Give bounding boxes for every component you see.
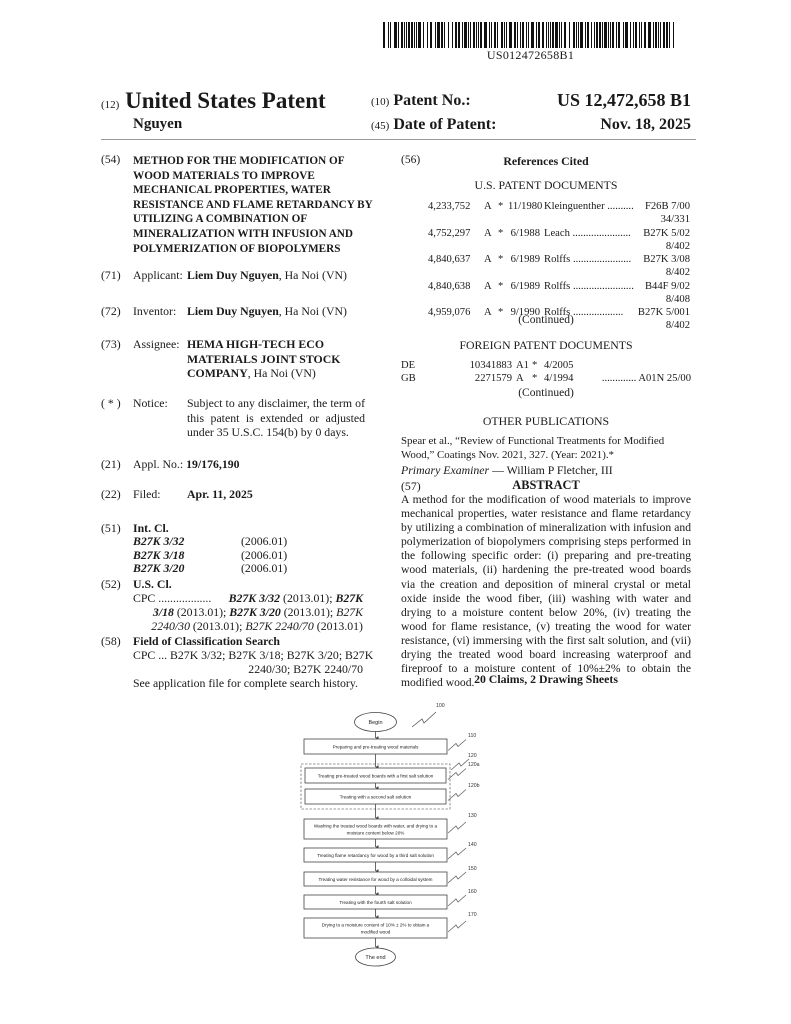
flow-step-label: Treating flame retardancy for wood by a third salt solution: [317, 852, 434, 858]
claims-summary: 20 Claims, 2 Drawing Sheets: [474, 672, 618, 686]
ref-date: 9/1990: [510, 307, 540, 318]
figure-ref-number: 140: [468, 842, 477, 848]
cpc-class: B27K 3/20: [229, 605, 281, 619]
int-cl-class: B27K 3/20: [133, 561, 185, 576]
ref-examiner-star: *: [498, 227, 504, 239]
ref-class-secondary: 8/402: [665, 240, 690, 252]
abstract-title: ABSTRACT: [512, 478, 580, 492]
us-patent-docs-title: U.S. PATENT DOCUMENTS: [474, 178, 618, 192]
figure-ref-leader: [448, 790, 466, 801]
patent-number-label: Patent No.:: [393, 92, 471, 109]
us-cl-label: U.S. Cl.: [133, 577, 172, 591]
figure-ref-number: 150: [468, 866, 477, 872]
assignee-name: HEMA HIGH-TECH ECO MATERIALS JOINT STOCK COMPANY: [187, 337, 341, 380]
flow-step-label: modified wood: [360, 929, 391, 935]
document-type: United States Patent: [125, 88, 326, 113]
other-publication: Spear et al., “Review of Functional Treatments for Modified Wood,” Coatings Nov. 2021, 327. (Year: 2021).*: [401, 435, 665, 461]
us-cl-code: (52): [101, 577, 121, 591]
ref-name: Rolffs .......................: [544, 280, 634, 292]
figure-ref-leader: [451, 759, 469, 770]
examiner-label: Primary Examiner: [401, 463, 490, 477]
us-docs-continued: (Continued): [518, 314, 574, 326]
figure-ref-leader: [448, 769, 466, 780]
int-cl-class: B27K 3/18: [133, 547, 185, 562]
ref-date: 6/1989: [510, 254, 540, 265]
figure-ref-number: 110: [468, 733, 477, 739]
ref-date: 6/1989: [510, 280, 540, 292]
flow-step-label: Treating with a second salt solution: [339, 794, 412, 800]
ref-name: Rolffs ......................: [544, 254, 632, 265]
ref-examiner-star: *: [498, 201, 504, 212]
cpc-class: B27K 2240/70: [245, 619, 314, 633]
filed-label: Filed:: [133, 487, 161, 501]
references-cited-title: References Cited: [503, 154, 589, 168]
ref-date: 4/2005: [544, 360, 574, 371]
cpc-version: (2013.01): [313, 619, 363, 633]
ref-kind: A1: [516, 360, 529, 371]
ref-number: 4,752,297: [428, 227, 471, 239]
ref-name: Leach ......................: [544, 227, 631, 239]
code-10: (10): [371, 96, 390, 108]
assignee-location: , Ha Noi (VN): [247, 366, 316, 380]
figure-ref-number: 100: [436, 703, 445, 709]
figure-ref-number: 120b: [468, 783, 480, 789]
ref-country: DE: [401, 360, 416, 371]
inventor-label: Inventor:: [133, 304, 177, 318]
cpc-prefix: CPC ..................: [133, 591, 212, 605]
field-search-line: CPC ... B27K 3/32; B27K 3/18; B27K 3/20; B27K: [133, 648, 374, 662]
cpc-class: B27K 3/18: [152, 591, 363, 619]
abstract-code: (57): [401, 479, 421, 493]
applicant-code: (71): [101, 268, 121, 282]
filed-date: Apr. 11, 2025: [187, 487, 253, 501]
filed-code: (22): [101, 487, 121, 501]
flow-step-label: Drying to a moisture content of 10% ± 2% to obtain a: [321, 922, 430, 928]
ref-class: B27K 5/02: [643, 227, 690, 239]
ref-examiner-star: *: [498, 307, 504, 318]
patent-number: US 12,472,658 B1: [556, 90, 691, 110]
code-12: (12): [101, 99, 120, 111]
ref-name: Kleinguenther ..........: [544, 201, 634, 212]
ref-kind: A: [484, 201, 492, 212]
figure-ref-number: 160: [468, 889, 477, 895]
flow-step-label: Treating water resistance for wood by a colloidal system: [318, 876, 433, 882]
ref-class-secondary: 34/331: [660, 214, 690, 225]
ref-examiner-star: *: [498, 280, 504, 292]
abstract-text: A method for the modification of wood materials to improve mechanical properties, water resistance and flame retardancy by utilizing a combination of mineralization with infusion and polymerization of biopolymers comprising steps performed in the following specific order: (i) preparing and pre-treating wood materials, (ii) hardening the pre-treated wood boards via the creation and deposition of mineral crystal or metal oxide inside the wood fiber, (iii) washing with water and drying to a moisture content below 20%, (iv) treating the wood for flame resistance, (v) treating the wood for water resistance, (vi) immersing with the first salt solution, and (vii) drying the treated wood board increasing waterproof and fireproof to a moisture content of 10%±2% to obtain the modified wood.: [401, 493, 691, 690]
ref-class: B44F 9/02: [644, 280, 690, 292]
inventor-location: , Ha Noi (VN): [278, 304, 347, 318]
assignee-code: (73): [101, 337, 121, 351]
figure-ref-leader: [448, 872, 466, 883]
ref-number: 4,959,076: [428, 307, 471, 318]
notice-label: Notice:: [133, 396, 168, 410]
appl-code: (21): [101, 457, 121, 471]
ref-class: B27K 3/08: [643, 254, 690, 265]
field-search-label: Field of Classification Search: [133, 634, 280, 648]
flow-step-label: Washing the treated wood boards with water, and drying to a: [313, 823, 438, 829]
patent-date: Nov. 18, 2025: [600, 116, 691, 133]
cpc-version: (2013.01);: [280, 605, 337, 619]
flow-step-box: [304, 918, 447, 938]
field-search-line: 2240/30; B27K 2240/70: [248, 662, 363, 676]
ref-kind: A: [484, 307, 492, 318]
ref-number: 2271579: [474, 372, 512, 384]
flow-step-label: Treating pre-treated wood boards with a first salt solution: [317, 773, 434, 779]
applicant-label: Applicant:: [133, 268, 183, 282]
figure-ref-leader: [448, 822, 466, 833]
ref-class-secondary: 8/402: [665, 320, 690, 331]
ref-examiner-star: *: [498, 254, 504, 265]
begin-label: Begin: [368, 720, 383, 726]
int-cl-code: (51): [101, 521, 121, 535]
end-label: The end: [365, 955, 386, 961]
int-cl-class: B27K 3/32: [133, 534, 185, 549]
inventor-code: (72): [101, 304, 121, 318]
figure-ref-leader: [448, 848, 466, 859]
ref-kind: A: [484, 280, 492, 292]
refs-code: (56): [401, 154, 421, 166]
figure-ref-leader: [448, 921, 466, 932]
figure-ref-number: 170: [468, 912, 477, 918]
title-code: (54): [101, 154, 121, 166]
ref-class: ............. A01N 25/00: [601, 372, 691, 384]
other-publications-title: OTHER PUBLICATIONS: [482, 414, 610, 428]
cpc-version: (2013.01);: [173, 605, 230, 619]
cpc-version: (2013.01);: [189, 619, 246, 633]
notice-text: Subject to any disclaimer, the term of this patent is extended or adjusted under 35 U.S.C. 154(b) by 0 days.: [187, 396, 365, 439]
ref-date: 11/1980: [508, 201, 543, 212]
flow-step-box: [304, 819, 447, 839]
ref-kind: A: [484, 254, 492, 265]
ref-date: 4/1994: [544, 372, 574, 384]
int-cl-label: Int. Cl.: [133, 521, 169, 535]
ref-kind: A: [484, 227, 492, 239]
invention-title: METHOD FOR THE MODIFICATION OF WOOD MATERIALS TO IMPROVE MECHANICAL PROPERTIES, WATER RESISTANCE AND FLAME RETARDANCY BY UTILIZING A COMBINATION OF MINERALIZATION WITH INFUSION AND POLYMERIZATION OF BIOPOLYMERS: [133, 155, 373, 255]
ref-class-secondary: 8/402: [665, 267, 690, 278]
flow-step-label: moisture content below 20%: [346, 830, 405, 836]
ref-number: 4,840,638: [428, 280, 471, 292]
cpc-version: (2013.01);: [280, 591, 336, 605]
figure-ref-number: 120a: [468, 762, 480, 768]
ref-country: GB: [401, 372, 416, 384]
ref-class-secondary: 8/408: [665, 293, 690, 305]
applicant-name: Liem Duy Nguyen: [187, 268, 279, 282]
ref-number: 4,840,637: [428, 254, 471, 265]
ref-number: 4,233,752: [428, 201, 471, 212]
inventor-surname: Nguyen: [133, 116, 183, 132]
applicant-location: , Ha Noi (VN): [278, 268, 347, 282]
figure-ref-number: 130: [468, 813, 477, 819]
figure-ref-number: 120: [468, 753, 477, 759]
cpc-class: B27K 3/32: [228, 591, 281, 605]
ref-name: Rolffs ...................: [544, 307, 624, 318]
ref-number: 10341883: [469, 360, 512, 371]
appl-number: 19/176,190: [186, 457, 240, 471]
int-cl-version: (2006.01): [241, 547, 288, 562]
ref-examiner-star: *: [532, 360, 538, 371]
figure-ref-leader: [448, 895, 466, 906]
ref-class: B27K 5/001: [637, 307, 690, 318]
assignee-label: Assignee:: [133, 337, 180, 351]
foreign-docs-title: FOREIGN PATENT DOCUMENTS: [459, 338, 633, 352]
ref-kind: A: [516, 372, 524, 384]
int-cl-version: (2006.01): [241, 534, 288, 549]
ref-date: 6/1988: [510, 227, 540, 239]
ref-class: F26B 7/00: [644, 201, 690, 212]
appl-label: Appl. No.:: [133, 457, 184, 471]
int-cl-version: (2006.01): [241, 561, 288, 576]
flow-step-label: Preparing and pre-treating wood materials: [332, 744, 419, 750]
figure-ref-leader: [412, 712, 436, 727]
barcode-number: US012472658B1: [486, 48, 575, 62]
field-search-code: (58): [101, 634, 121, 648]
notice-code: ( * ): [101, 396, 121, 410]
patent-date-label: Date of Patent:: [393, 116, 497, 133]
flow-step-label: Treating with the fourth salt solution: [339, 899, 412, 905]
code-45: (45): [371, 120, 390, 132]
examiner-name: — William P Fletcher, III: [489, 463, 613, 477]
inventor-name: Liem Duy Nguyen: [187, 304, 279, 318]
foreign-docs-continued: (Continued): [518, 387, 574, 399]
figure-ref-leader: [448, 740, 466, 751]
ref-examiner-star: *: [532, 372, 538, 384]
cpc-class: B27K 2240/30: [151, 605, 363, 633]
field-search-note: See application file for complete search history.: [133, 676, 358, 690]
